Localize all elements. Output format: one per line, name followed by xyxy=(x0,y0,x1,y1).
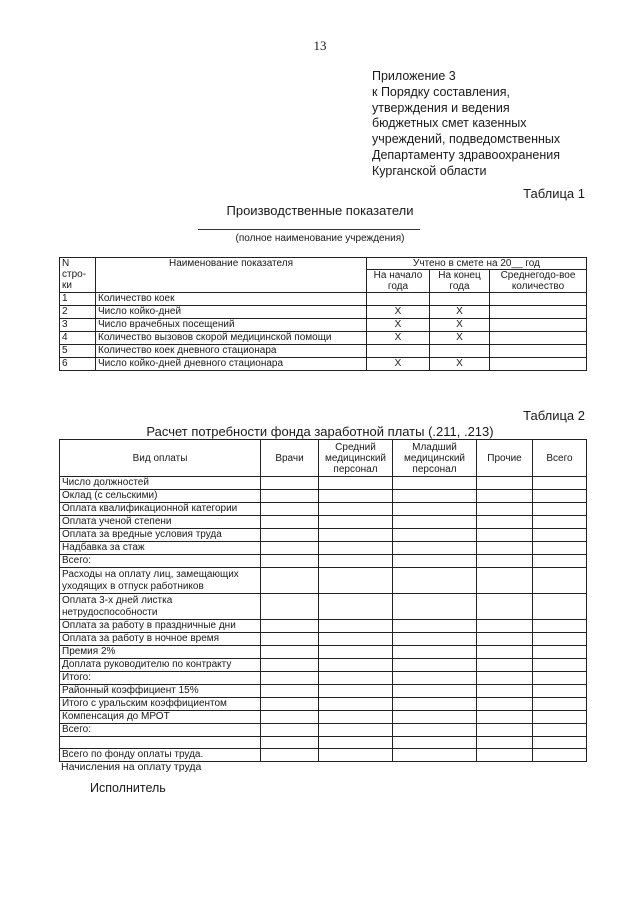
payment-type-cell: Всего по фонду оплаты труда. xyxy=(60,749,261,762)
junior-medical-staff-value-cell xyxy=(393,542,477,555)
payment-type-cell: Компенсация до МРОТ xyxy=(60,711,261,724)
indicator-name: Количество коек дневного стационара xyxy=(96,345,367,358)
indicator-name: Число врачебных посещений xyxy=(96,319,367,332)
mid-medical-staff-value-cell xyxy=(319,737,393,749)
total-value-cell xyxy=(533,594,587,620)
average-annual-value xyxy=(490,306,587,319)
junior-medical-staff-value-cell xyxy=(393,555,477,568)
doctors-value-cell xyxy=(261,724,319,737)
header-average-annual: Среднегодо-вое количество xyxy=(490,270,587,293)
junior-medical-staff-value-cell xyxy=(393,594,477,620)
other-value-cell xyxy=(477,529,533,542)
payment-type-cell: Оклад (с сельскими) xyxy=(60,490,261,503)
payment-type-cell: Оплата за работу в праздничные дни xyxy=(60,620,261,633)
total-value-cell xyxy=(533,749,587,762)
start-of-year-value: X xyxy=(367,358,430,371)
junior-medical-staff-value-cell xyxy=(393,659,477,672)
payment-type-cell: Итого с уральским коэффициентом xyxy=(60,698,261,711)
average-annual-value xyxy=(490,319,587,332)
indicator-name: Количество коек xyxy=(96,293,367,306)
doctors-value-cell xyxy=(261,646,319,659)
other-value-cell xyxy=(477,672,533,685)
total-value-cell xyxy=(533,620,587,633)
junior-medical-staff-value-cell xyxy=(393,620,477,633)
header-mid-medical-staff: Средний медицинский персонал xyxy=(319,440,393,477)
mid-medical-staff-value-cell xyxy=(319,542,393,555)
start-of-year-value: X xyxy=(367,306,430,319)
page-number: 13 xyxy=(313,38,327,53)
other-value-cell xyxy=(477,737,533,749)
doctors-value-cell xyxy=(261,594,319,620)
table-row xyxy=(60,737,587,749)
total-value-cell xyxy=(533,503,587,516)
mid-medical-staff-value-cell xyxy=(319,503,393,516)
appendix-line: Приложение 3 xyxy=(372,69,456,83)
mid-medical-staff-value-cell xyxy=(319,568,393,594)
executor-label: Исполнитель xyxy=(90,781,166,795)
header-end-of-year: На конец года xyxy=(430,270,490,293)
header-other: Прочие xyxy=(477,440,533,477)
end-of-year-value: X xyxy=(430,332,490,345)
junior-medical-staff-value-cell xyxy=(393,698,477,711)
junior-medical-staff-value-cell xyxy=(393,568,477,594)
mid-medical-staff-value-cell xyxy=(319,633,393,646)
end-of-year-value xyxy=(430,293,490,306)
mid-medical-staff-value-cell xyxy=(319,555,393,568)
table-row xyxy=(60,503,587,516)
junior-medical-staff-value-cell xyxy=(393,477,477,490)
doctors-value-cell xyxy=(261,711,319,724)
other-value-cell xyxy=(477,711,533,724)
mid-medical-staff-value-cell xyxy=(319,749,393,762)
doctors-value-cell xyxy=(261,477,319,490)
table-row xyxy=(60,555,587,568)
table-row xyxy=(60,749,587,762)
table-row xyxy=(60,633,587,646)
appendix-line: к Порядку составления, xyxy=(372,84,510,99)
row-number: 4 xyxy=(60,332,96,345)
junior-medical-staff-value-cell xyxy=(393,749,477,762)
other-value-cell xyxy=(477,620,533,633)
payment-type-cell: Надбавка за стаж xyxy=(60,542,261,555)
payment-type-cell: Оплата 3-х дней листка нетрудоспособности xyxy=(60,594,261,620)
payment-type-cell: Всего: xyxy=(60,724,261,737)
total-value-cell xyxy=(533,490,587,503)
payment-type-cell: Районный коэффициент 15% xyxy=(60,685,261,698)
payment-type-cell: Число должностей xyxy=(60,477,261,490)
end-of-year-value xyxy=(430,345,490,358)
junior-medical-staff-value-cell xyxy=(393,724,477,737)
mid-medical-staff-value-cell xyxy=(319,646,393,659)
table-row xyxy=(60,477,587,490)
other-value-cell xyxy=(477,503,533,516)
table-row xyxy=(60,711,587,724)
total-value-cell xyxy=(533,542,587,555)
payment-type-cell: Оплата квалификационной категории xyxy=(60,503,261,516)
table-row xyxy=(60,672,587,685)
table-row xyxy=(60,724,587,737)
doctors-value-cell xyxy=(261,620,319,633)
total-value-cell xyxy=(533,646,587,659)
production-indicators-table xyxy=(59,257,587,371)
header-junior-medical-staff: Младший медицинский персонал xyxy=(393,440,477,477)
header-payment-type: Вид оплаты xyxy=(60,440,261,477)
junior-medical-staff-value-cell xyxy=(393,711,477,724)
header-indicator-name: Наименование показателя xyxy=(96,258,367,293)
mid-medical-staff-value-cell xyxy=(319,685,393,698)
doctors-value-cell xyxy=(261,503,319,516)
doctors-value-cell xyxy=(261,529,319,542)
other-value-cell xyxy=(477,555,533,568)
payment-type-cell: Всего: xyxy=(60,555,261,568)
mid-medical-staff-value-cell xyxy=(319,711,393,724)
other-value-cell xyxy=(477,477,533,490)
end-of-year-value: X xyxy=(430,319,490,332)
mid-medical-staff-value-cell xyxy=(319,477,393,490)
other-value-cell xyxy=(477,633,533,646)
table-row xyxy=(60,542,587,555)
other-value-cell xyxy=(477,749,533,762)
table-row xyxy=(60,306,587,319)
total-value-cell xyxy=(533,516,587,529)
doctors-value-cell xyxy=(261,516,319,529)
indicator-name: Число койко-дней дневного стационара xyxy=(96,358,367,371)
other-value-cell xyxy=(477,724,533,737)
other-value-cell xyxy=(477,659,533,672)
other-value-cell xyxy=(477,685,533,698)
indicator-name: Количество вызовов скорой медицинской помощи xyxy=(96,332,367,345)
total-value-cell xyxy=(533,529,587,542)
table-row xyxy=(60,319,587,332)
end-of-year-value: X xyxy=(430,358,490,371)
other-value-cell xyxy=(477,698,533,711)
table-row xyxy=(60,685,587,698)
header-total: Всего xyxy=(533,440,587,477)
appendix-line: учреждений, подведомственных xyxy=(372,132,561,147)
total-value-cell xyxy=(533,711,587,724)
mid-medical-staff-value-cell xyxy=(319,672,393,685)
doctors-value-cell xyxy=(261,698,319,711)
other-value-cell xyxy=(477,594,533,620)
table-row xyxy=(60,620,587,633)
mid-medical-staff-value-cell xyxy=(319,698,393,711)
table-row xyxy=(60,529,587,542)
payment-type-cell: Итого: xyxy=(60,672,261,685)
other-value-cell xyxy=(477,516,533,529)
total-value-cell xyxy=(533,698,587,711)
row-number: 3 xyxy=(60,319,96,332)
doctors-value-cell xyxy=(261,749,319,762)
total-value-cell xyxy=(533,685,587,698)
table2-label: Таблица 2 xyxy=(523,408,585,423)
payment-type-cell: Оплата за вредные условия труда xyxy=(60,529,261,542)
payment-type-cell: Премия 2% xyxy=(60,646,261,659)
junior-medical-staff-value-cell xyxy=(393,685,477,698)
junior-medical-staff-value-cell xyxy=(393,737,477,749)
header-start-of-year: На начало года xyxy=(367,270,430,293)
end-of-year-value: X xyxy=(430,306,490,319)
average-annual-value xyxy=(490,293,587,306)
total-value-cell xyxy=(533,659,587,672)
table-row xyxy=(60,293,587,306)
doctors-value-cell xyxy=(261,633,319,646)
other-value-cell xyxy=(477,646,533,659)
doctors-value-cell xyxy=(261,568,319,594)
payment-type-cell: Расходы на оплату лиц, замещающих уходящих в отпуск работников xyxy=(60,568,261,594)
junior-medical-staff-value-cell xyxy=(393,516,477,529)
row-number: 6 xyxy=(60,358,96,371)
table-row xyxy=(60,345,587,358)
doctors-value-cell xyxy=(261,659,319,672)
indicator-name: Число койко-дней xyxy=(96,306,367,319)
doctors-value-cell xyxy=(261,685,319,698)
start-of-year-value xyxy=(367,293,430,306)
start-of-year-value: X xyxy=(367,332,430,345)
mid-medical-staff-value-cell xyxy=(319,620,393,633)
table1-label: Таблица 1 xyxy=(523,186,585,201)
doctors-value-cell xyxy=(261,737,319,749)
doctors-value-cell xyxy=(261,672,319,685)
total-value-cell xyxy=(533,477,587,490)
payment-type-cell: Оплата ученой степени xyxy=(60,516,261,529)
appendix-header xyxy=(372,69,612,180)
average-annual-value xyxy=(490,358,587,371)
table-row xyxy=(60,698,587,711)
other-value-cell xyxy=(477,542,533,555)
payroll-fund-table xyxy=(59,439,587,762)
junior-medical-staff-value-cell xyxy=(393,490,477,503)
total-value-cell xyxy=(533,672,587,685)
junior-medical-staff-value-cell xyxy=(393,529,477,542)
total-value-cell xyxy=(533,737,587,749)
table2-title: Расчет потребности фонда заработной платы (.211, .213) xyxy=(146,424,494,439)
other-value-cell xyxy=(477,568,533,594)
doctors-value-cell xyxy=(261,490,319,503)
appendix-line: Департаменту здравоохранения xyxy=(372,147,560,162)
mid-medical-staff-value-cell xyxy=(319,529,393,542)
table-row xyxy=(60,516,587,529)
payroll-accruals-line: Начисления на оплату труда xyxy=(61,761,202,773)
start-of-year-value: X xyxy=(367,319,430,332)
payment-type-cell xyxy=(60,737,261,749)
mid-medical-staff-value-cell xyxy=(319,516,393,529)
doctors-value-cell xyxy=(261,542,319,555)
table1-title: Производственные показатели xyxy=(226,203,414,218)
table-row xyxy=(60,659,587,672)
start-of-year-value xyxy=(367,345,430,358)
other-value-cell xyxy=(477,490,533,503)
table-row xyxy=(60,358,587,371)
header-row-number: N стро-ки xyxy=(60,258,96,293)
total-value-cell xyxy=(533,724,587,737)
appendix-line: бюджетных смет казенных xyxy=(372,116,527,131)
row-number: 2 xyxy=(60,306,96,319)
table-row xyxy=(60,568,587,594)
mid-medical-staff-value-cell xyxy=(319,490,393,503)
institution-name-line xyxy=(198,229,420,230)
appendix-line: Курганской области xyxy=(372,163,487,178)
table-row xyxy=(60,490,587,503)
payment-type-cell: Доплата руководителю по контракту xyxy=(60,659,261,672)
total-value-cell xyxy=(533,555,587,568)
header-budget-year: Учтено в смете на 20__ год xyxy=(367,258,587,270)
junior-medical-staff-value-cell xyxy=(393,672,477,685)
average-annual-value xyxy=(490,345,587,358)
appendix-line: утверждения и ведения xyxy=(372,100,510,115)
average-annual-value xyxy=(490,332,587,345)
row-number: 1 xyxy=(60,293,96,306)
total-value-cell xyxy=(533,633,587,646)
mid-medical-staff-value-cell xyxy=(319,594,393,620)
junior-medical-staff-value-cell xyxy=(393,646,477,659)
total-value-cell xyxy=(533,568,587,594)
table-row xyxy=(60,332,587,345)
table-row xyxy=(60,594,587,620)
doctors-value-cell xyxy=(261,555,319,568)
row-number: 5 xyxy=(60,345,96,358)
table-row xyxy=(60,646,587,659)
mid-medical-staff-value-cell xyxy=(319,659,393,672)
junior-medical-staff-value-cell xyxy=(393,633,477,646)
header-doctors: Врачи xyxy=(261,440,319,477)
institution-caption: (полное наименование учреждения) xyxy=(235,233,405,244)
junior-medical-staff-value-cell xyxy=(393,503,477,516)
mid-medical-staff-value-cell xyxy=(319,724,393,737)
payment-type-cell: Оплата за работу в ночное время xyxy=(60,633,261,646)
